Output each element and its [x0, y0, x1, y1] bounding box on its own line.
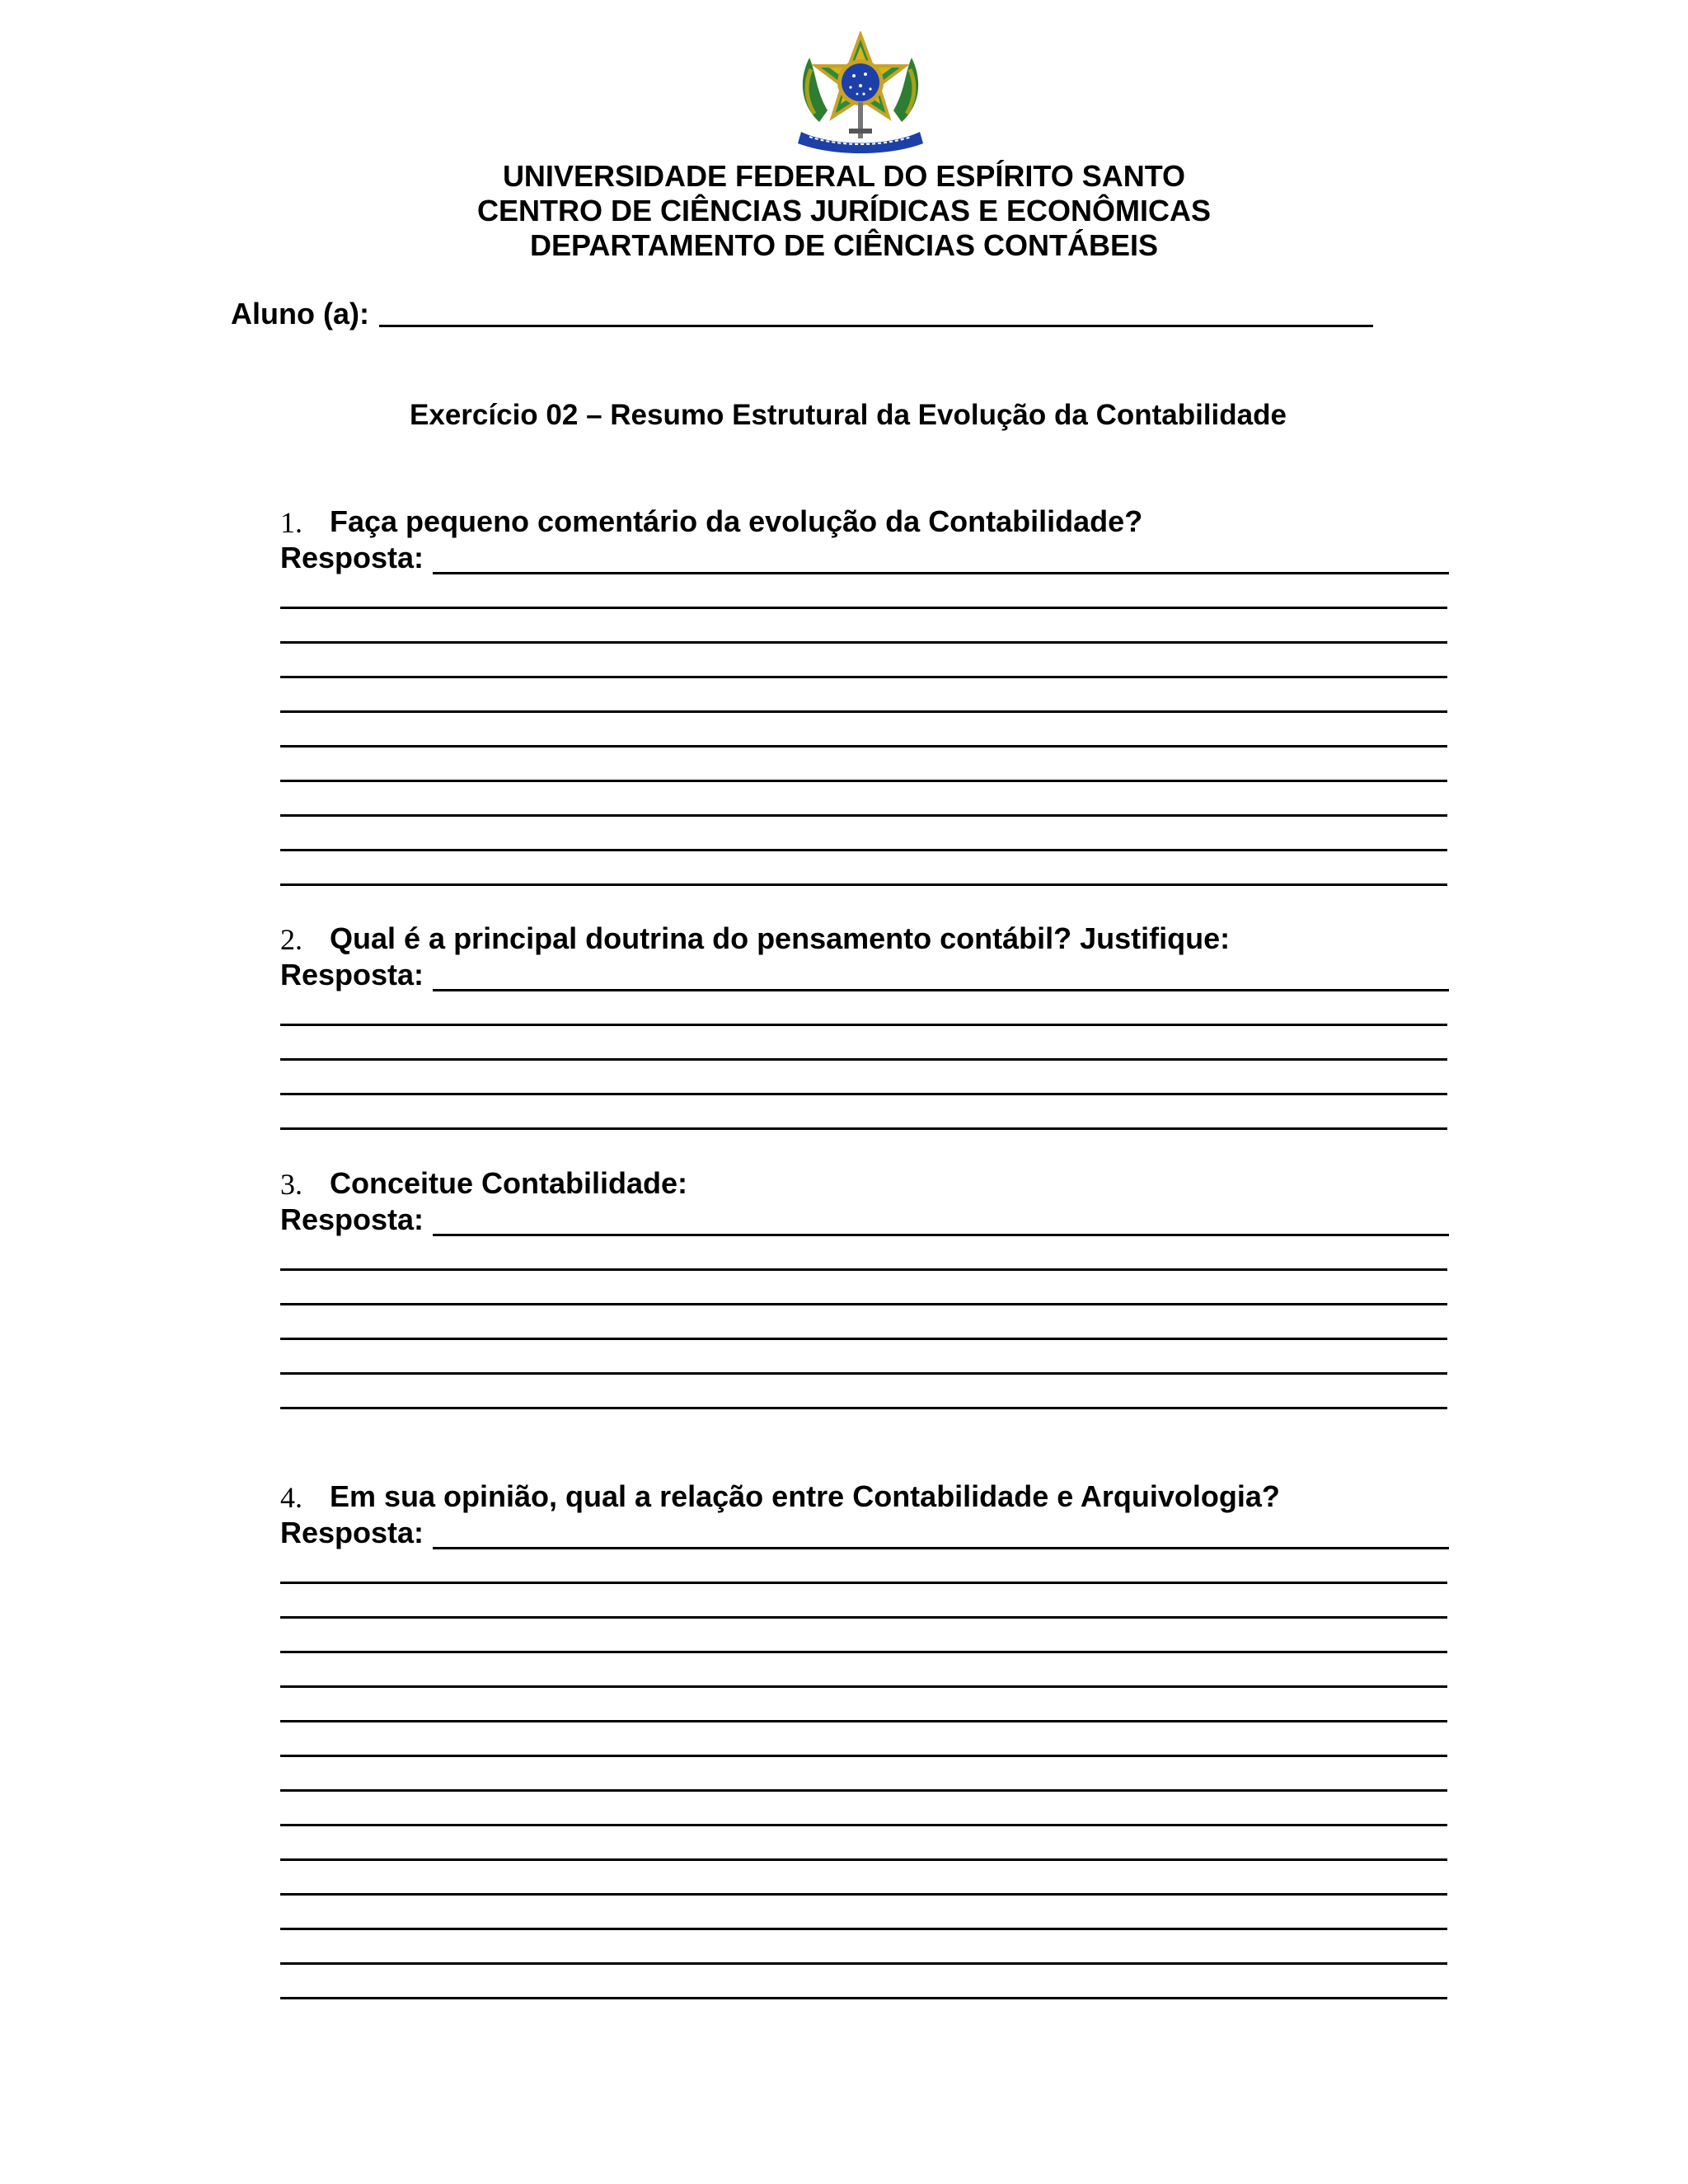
response-row: [280, 541, 1451, 575]
answer-line[interactable]: [280, 783, 1451, 818]
question-number: 4.: [280, 1481, 302, 1514]
answer-line[interactable]: [280, 1550, 1451, 1585]
university-name: UNIVERSIDADE FEDERAL DO ESPÍRITO SANTO: [502, 159, 1186, 193]
question-text: Qual é a principal doutrina do pensamento contábil? Justifique:: [330, 921, 1231, 955]
response-blank[interactable]: [433, 1234, 1449, 1236]
response-label: Resposta:: [280, 541, 424, 574]
answer-line[interactable]: [280, 852, 1451, 887]
response-blank[interactable]: [433, 1547, 1449, 1549]
response-row: [280, 1516, 1451, 1550]
answer-line[interactable]: [280, 748, 1451, 783]
question-number: 3.: [280, 1168, 302, 1201]
response-blank[interactable]: [433, 989, 1449, 991]
answer-line[interactable]: [280, 1896, 1451, 1931]
response-label: Resposta:: [280, 958, 424, 991]
answer-line[interactable]: [280, 1062, 1451, 1096]
question-number: 1.: [280, 506, 302, 539]
answer-line[interactable]: [280, 575, 1451, 610]
response-label: Resposta:: [280, 1516, 424, 1549]
answer-line[interactable]: [280, 1027, 1451, 1062]
answer-line[interactable]: [280, 1931, 1451, 1966]
answer-line[interactable]: [280, 1793, 1451, 1827]
answer-line[interactable]: [280, 1966, 1451, 2000]
center-name: CENTRO DE CIÊNCIAS JURÍDICAS E ECONÔMICAS: [476, 194, 1212, 227]
answer-line[interactable]: [280, 992, 1451, 1027]
question-text: Faça pequeno comentário da evolução da Contabilidade?: [330, 504, 1143, 538]
response-row: [280, 1202, 1451, 1237]
answer-line[interactable]: [280, 1341, 1451, 1376]
answer-line[interactable]: [280, 1758, 1451, 1793]
answer-line[interactable]: [280, 1689, 1451, 1723]
answer-line[interactable]: [280, 1862, 1451, 1896]
question-1: [280, 504, 1451, 887]
answer-line[interactable]: [280, 679, 1451, 714]
answer-line[interactable]: [280, 714, 1451, 748]
answer-line[interactable]: [280, 1272, 1451, 1306]
answer-line[interactable]: [280, 1723, 1451, 1758]
question-4: [280, 1479, 1451, 2000]
institution-header: [0, 159, 1688, 263]
answer-line[interactable]: [280, 1585, 1451, 1619]
answer-line[interactable]: [280, 1654, 1451, 1689]
answer-line[interactable]: [280, 610, 1451, 644]
answer-line[interactable]: [280, 1237, 1451, 1272]
student-label: Aluno (a):: [231, 297, 369, 330]
answer-line[interactable]: [280, 644, 1451, 679]
response-blank[interactable]: [433, 572, 1449, 574]
answer-line[interactable]: [280, 1619, 1451, 1654]
question-2: [280, 921, 1451, 1131]
student-name-blank[interactable]: [379, 325, 1373, 327]
answer-line[interactable]: [280, 818, 1451, 852]
question-heading: [280, 1479, 1451, 1516]
question-text: Em sua opinião, qual a relação entre Contabilidade e Arquivologia?: [330, 1479, 1280, 1513]
question-text: Conceitue Contabilidade:: [330, 1166, 688, 1200]
response-label: Resposta:: [280, 1202, 424, 1236]
department-name: DEPARTAMENTO DE CIÊNCIAS CONTÁBEIS: [529, 228, 1159, 262]
exercise-title: Exercício 02 – Resumo Estrutural da Evolução da Contabilidade: [410, 399, 1287, 431]
answer-line[interactable]: [280, 1827, 1451, 1862]
question-heading: [280, 504, 1451, 541]
question-heading: [280, 1166, 1451, 1202]
coat-of-arms-emblem: [791, 31, 930, 155]
answer-line[interactable]: [280, 1306, 1451, 1341]
answer-line[interactable]: [280, 1096, 1451, 1131]
question-3: [280, 1166, 1451, 1410]
response-row: [280, 958, 1451, 992]
student-name-row: [231, 295, 1385, 333]
answer-line[interactable]: [280, 1376, 1451, 1410]
question-heading: [280, 921, 1451, 958]
question-number: 2.: [280, 923, 302, 956]
